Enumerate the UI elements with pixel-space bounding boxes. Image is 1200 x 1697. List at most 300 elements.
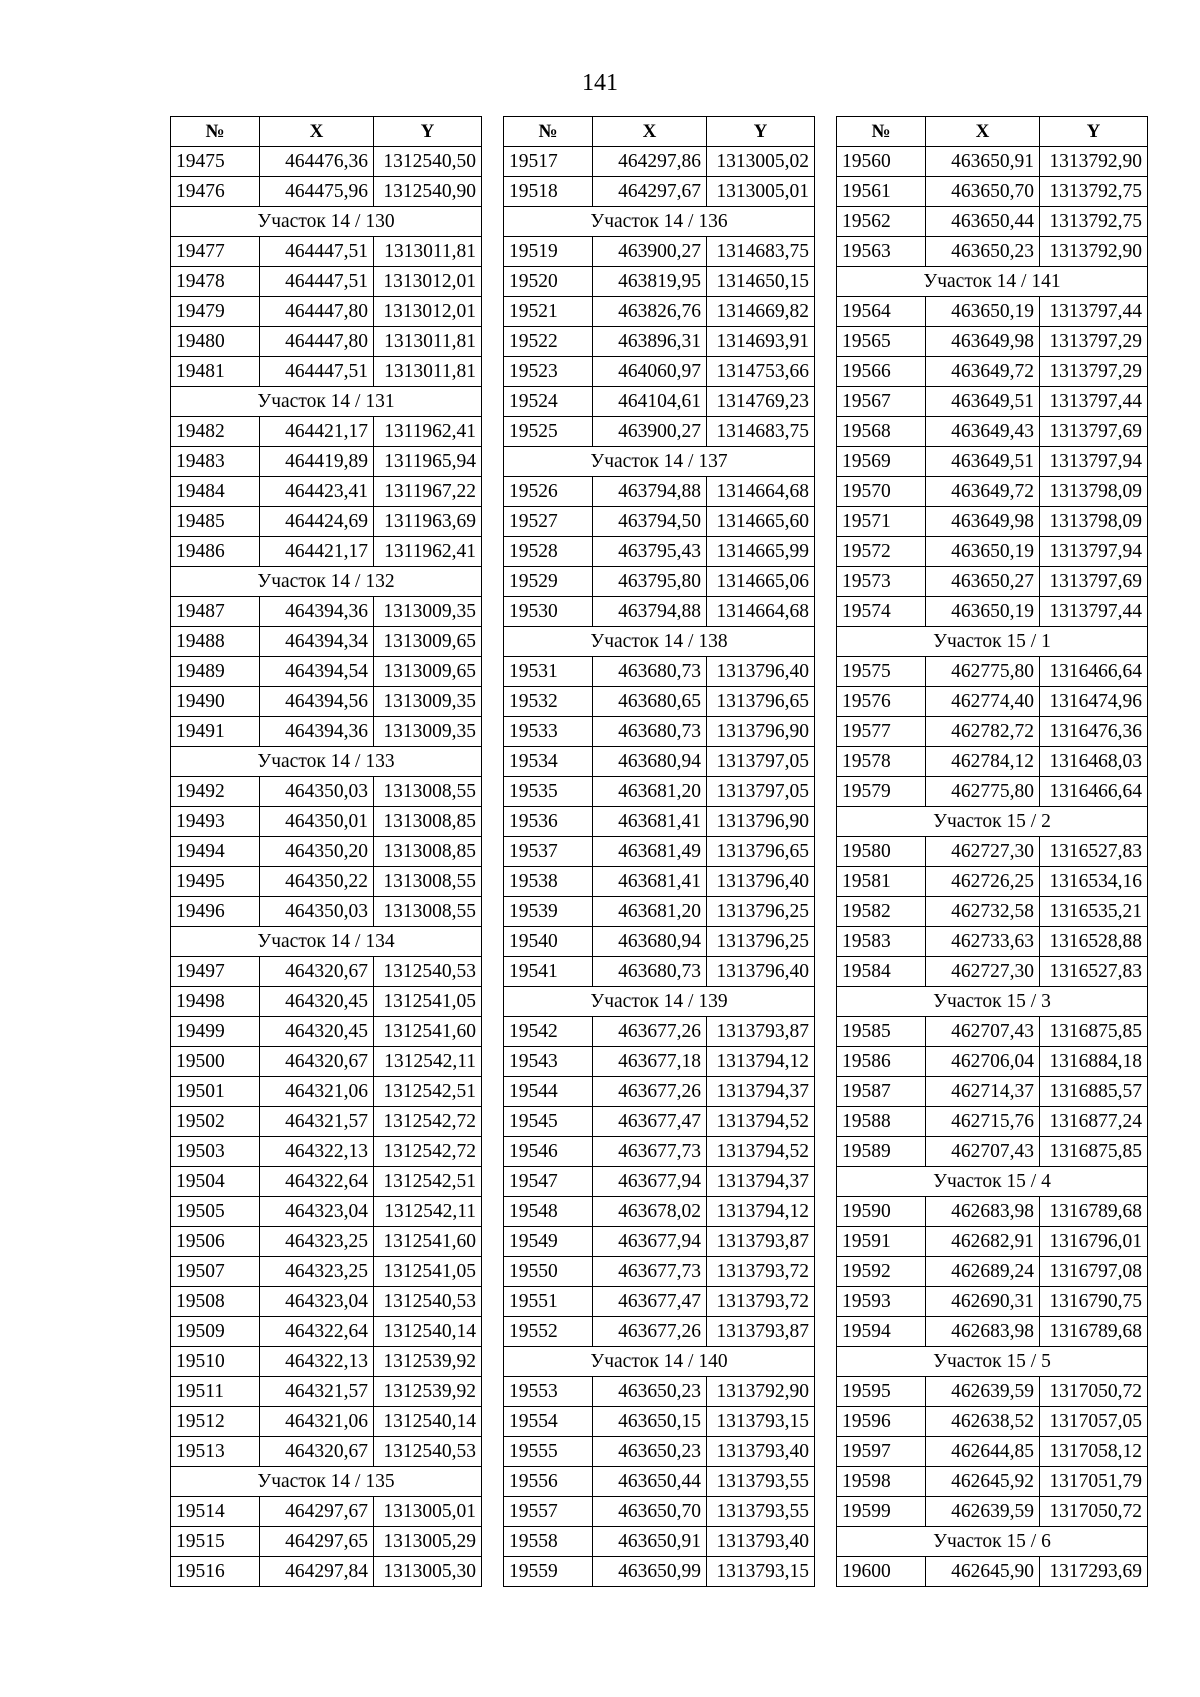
coord-y: 1312542,11 bbox=[374, 1197, 482, 1227]
table-row bbox=[504, 387, 815, 417]
coord-y: 1316466,64 bbox=[1040, 777, 1148, 807]
table-row bbox=[504, 867, 815, 897]
coord-y: 1313796,65 bbox=[707, 837, 815, 867]
table-row bbox=[837, 927, 1148, 957]
point-number: 19558 bbox=[504, 1527, 593, 1557]
point-number: 19499 bbox=[171, 1017, 260, 1047]
coord-x: 462645,92 bbox=[926, 1467, 1040, 1497]
point-number: 19561 bbox=[837, 177, 926, 207]
coord-y: 1313793,72 bbox=[707, 1287, 815, 1317]
coord-x: 463794,88 bbox=[593, 597, 707, 627]
section-row bbox=[504, 1347, 815, 1377]
coord-x: 464320,45 bbox=[260, 1017, 374, 1047]
table-row bbox=[837, 1557, 1148, 1587]
table-row bbox=[504, 597, 815, 627]
point-number: 19504 bbox=[171, 1167, 260, 1197]
coord-y: 1313796,40 bbox=[707, 657, 815, 687]
section-row bbox=[837, 627, 1148, 657]
point-number: 19567 bbox=[837, 387, 926, 417]
table-row bbox=[504, 1137, 815, 1167]
point-number: 19570 bbox=[837, 477, 926, 507]
section-row bbox=[171, 927, 482, 957]
point-number: 19569 bbox=[837, 447, 926, 477]
table-row bbox=[504, 327, 815, 357]
point-number: 19593 bbox=[837, 1287, 926, 1317]
coord-x: 463680,73 bbox=[593, 717, 707, 747]
coord-y: 1317051,79 bbox=[1040, 1467, 1148, 1497]
coord-x: 464350,03 bbox=[260, 777, 374, 807]
table-row bbox=[504, 1407, 815, 1437]
coord-y: 1313794,12 bbox=[707, 1197, 815, 1227]
coord-x: 464350,03 bbox=[260, 897, 374, 927]
coord-y: 1313793,40 bbox=[707, 1527, 815, 1557]
section-title: Участок 15 / 4 bbox=[837, 1167, 1148, 1197]
table-header-row bbox=[171, 117, 482, 147]
coord-x: 464447,51 bbox=[260, 357, 374, 387]
point-number: 19511 bbox=[171, 1377, 260, 1407]
coord-y: 1317293,69 bbox=[1040, 1557, 1148, 1587]
point-number: 19553 bbox=[504, 1377, 593, 1407]
table-row bbox=[171, 1527, 482, 1557]
coord-y: 1312540,53 bbox=[374, 1437, 482, 1467]
point-number: 19542 bbox=[504, 1017, 593, 1047]
table-row bbox=[171, 1137, 482, 1167]
section-row bbox=[504, 987, 815, 1017]
coord-y: 1313794,37 bbox=[707, 1167, 815, 1197]
coord-x: 464447,51 bbox=[260, 237, 374, 267]
point-number: 19594 bbox=[837, 1317, 926, 1347]
coord-x: 464323,25 bbox=[260, 1257, 374, 1287]
coord-x: 464322,13 bbox=[260, 1137, 374, 1167]
coord-y: 1314664,68 bbox=[707, 477, 815, 507]
section-row bbox=[837, 1167, 1148, 1197]
table-row bbox=[504, 1527, 815, 1557]
table-row bbox=[837, 1017, 1148, 1047]
coord-y: 1313005,01 bbox=[707, 177, 815, 207]
section-title: Участок 14 / 131 bbox=[171, 387, 482, 417]
table-row bbox=[504, 537, 815, 567]
coord-x: 463681,41 bbox=[593, 807, 707, 837]
coord-y: 1316790,75 bbox=[1040, 1287, 1148, 1317]
point-number: 19534 bbox=[504, 747, 593, 777]
coord-y: 1313011,81 bbox=[374, 327, 482, 357]
table-row bbox=[171, 1287, 482, 1317]
table-row bbox=[504, 807, 815, 837]
coord-x: 464321,57 bbox=[260, 1107, 374, 1137]
coord-y: 1313009,35 bbox=[374, 687, 482, 717]
coord-x: 463677,47 bbox=[593, 1107, 707, 1137]
section-title: Участок 14 / 133 bbox=[171, 747, 482, 777]
table-row bbox=[171, 1047, 482, 1077]
coord-x: 462714,37 bbox=[926, 1077, 1040, 1107]
table-row bbox=[504, 1437, 815, 1467]
coord-y: 1313793,87 bbox=[707, 1317, 815, 1347]
coord-x: 463649,98 bbox=[926, 507, 1040, 537]
point-number: 19543 bbox=[504, 1047, 593, 1077]
point-number: 19597 bbox=[837, 1437, 926, 1467]
section-row bbox=[171, 747, 482, 777]
coord-y: 1313792,75 bbox=[1040, 177, 1148, 207]
section-row bbox=[837, 987, 1148, 1017]
point-number: 19545 bbox=[504, 1107, 593, 1137]
section-title: Участок 14 / 130 bbox=[171, 207, 482, 237]
table-row bbox=[171, 267, 482, 297]
coord-x: 464394,36 bbox=[260, 597, 374, 627]
coord-x: 463650,23 bbox=[593, 1377, 707, 1407]
coord-x: 462715,76 bbox=[926, 1107, 1040, 1137]
coord-y: 1314665,60 bbox=[707, 507, 815, 537]
point-number: 19532 bbox=[504, 687, 593, 717]
section-title: Участок 14 / 139 bbox=[504, 987, 815, 1017]
point-number: 19573 bbox=[837, 567, 926, 597]
table-row bbox=[171, 657, 482, 687]
coord-x: 462690,31 bbox=[926, 1287, 1040, 1317]
coord-y: 1313796,25 bbox=[707, 927, 815, 957]
table-row bbox=[171, 1407, 482, 1437]
table-row bbox=[504, 717, 815, 747]
coord-y: 1313792,90 bbox=[1040, 237, 1148, 267]
point-number: 19572 bbox=[837, 537, 926, 567]
point-number: 19526 bbox=[504, 477, 593, 507]
coord-y: 1312541,60 bbox=[374, 1227, 482, 1257]
point-number: 19501 bbox=[171, 1077, 260, 1107]
point-number: 19531 bbox=[504, 657, 593, 687]
point-number: 19483 bbox=[171, 447, 260, 477]
table-row bbox=[837, 207, 1148, 237]
point-number: 19492 bbox=[171, 777, 260, 807]
point-number: 19529 bbox=[504, 567, 593, 597]
table-row bbox=[504, 897, 815, 927]
table-row bbox=[171, 417, 482, 447]
coord-y: 1317050,72 bbox=[1040, 1497, 1148, 1527]
table-row bbox=[837, 447, 1148, 477]
coord-x: 462775,80 bbox=[926, 657, 1040, 687]
coord-y: 1314753,66 bbox=[707, 357, 815, 387]
coord-y: 1311962,41 bbox=[374, 417, 482, 447]
point-number: 19582 bbox=[837, 897, 926, 927]
table-row bbox=[171, 1167, 482, 1197]
coord-x: 463649,51 bbox=[926, 447, 1040, 477]
coord-x: 463650,27 bbox=[926, 567, 1040, 597]
table-row bbox=[171, 1197, 482, 1227]
table-row bbox=[171, 147, 482, 177]
coord-x: 463678,02 bbox=[593, 1197, 707, 1227]
point-number: 19496 bbox=[171, 897, 260, 927]
coord-y: 1313797,69 bbox=[1040, 567, 1148, 597]
coord-y: 1312541,60 bbox=[374, 1017, 482, 1047]
coord-x: 462639,59 bbox=[926, 1377, 1040, 1407]
point-number: 19568 bbox=[837, 417, 926, 447]
point-number: 19556 bbox=[504, 1467, 593, 1497]
coord-x: 463680,73 bbox=[593, 657, 707, 687]
point-number: 19497 bbox=[171, 957, 260, 987]
coord-y: 1313794,12 bbox=[707, 1047, 815, 1077]
coord-x: 462683,98 bbox=[926, 1197, 1040, 1227]
coord-x: 463677,26 bbox=[593, 1017, 707, 1047]
coord-x: 463650,23 bbox=[593, 1437, 707, 1467]
coord-x: 462645,90 bbox=[926, 1557, 1040, 1587]
coord-x: 463794,88 bbox=[593, 477, 707, 507]
table-row bbox=[171, 297, 482, 327]
point-number: 19592 bbox=[837, 1257, 926, 1287]
page-number: 141 bbox=[582, 70, 618, 96]
table-row bbox=[171, 1347, 482, 1377]
coord-y: 1317057,05 bbox=[1040, 1407, 1148, 1437]
coord-y: 1317058,12 bbox=[1040, 1437, 1148, 1467]
point-number: 19524 bbox=[504, 387, 593, 417]
coord-x: 464447,51 bbox=[260, 267, 374, 297]
coord-x: 464423,41 bbox=[260, 477, 374, 507]
coord-x: 463896,31 bbox=[593, 327, 707, 357]
coord-y: 1312540,50 bbox=[374, 147, 482, 177]
coord-x: 464447,80 bbox=[260, 297, 374, 327]
coord-x: 463650,23 bbox=[926, 237, 1040, 267]
table-row bbox=[837, 327, 1148, 357]
coord-y: 1316877,24 bbox=[1040, 1107, 1148, 1137]
coord-x: 464321,57 bbox=[260, 1377, 374, 1407]
point-number: 19589 bbox=[837, 1137, 926, 1167]
point-number: 19489 bbox=[171, 657, 260, 687]
table-row bbox=[837, 1497, 1148, 1527]
coord-x: 464421,17 bbox=[260, 537, 374, 567]
coord-y: 1313793,55 bbox=[707, 1467, 815, 1497]
table-row bbox=[837, 717, 1148, 747]
point-number: 19513 bbox=[171, 1437, 260, 1467]
coord-y: 1313005,02 bbox=[707, 147, 815, 177]
point-number: 19487 bbox=[171, 597, 260, 627]
coord-x: 463900,27 bbox=[593, 417, 707, 447]
table-row bbox=[504, 177, 815, 207]
point-number: 19485 bbox=[171, 507, 260, 537]
point-number: 19577 bbox=[837, 717, 926, 747]
coord-x: 464476,36 bbox=[260, 147, 374, 177]
coord-x: 462782,72 bbox=[926, 717, 1040, 747]
coord-x: 463680,94 bbox=[593, 927, 707, 957]
coord-x: 463677,73 bbox=[593, 1257, 707, 1287]
header-x: X bbox=[593, 117, 707, 147]
coord-y: 1312540,14 bbox=[374, 1317, 482, 1347]
coord-y: 1314669,82 bbox=[707, 297, 815, 327]
point-number: 19475 bbox=[171, 147, 260, 177]
coord-x: 464320,67 bbox=[260, 1047, 374, 1077]
point-number: 19600 bbox=[837, 1557, 926, 1587]
coordinates-table-1 bbox=[170, 116, 482, 1587]
coord-x: 463680,94 bbox=[593, 747, 707, 777]
table-row bbox=[504, 1077, 815, 1107]
table-row bbox=[837, 657, 1148, 687]
coord-y: 1311965,94 bbox=[374, 447, 482, 477]
coord-x: 463649,51 bbox=[926, 387, 1040, 417]
coord-y: 1316796,01 bbox=[1040, 1227, 1148, 1257]
point-number: 19581 bbox=[837, 867, 926, 897]
section-title: Участок 14 / 134 bbox=[171, 927, 482, 957]
coord-x: 463794,50 bbox=[593, 507, 707, 537]
coord-x: 462682,91 bbox=[926, 1227, 1040, 1257]
table-row bbox=[171, 357, 482, 387]
coord-x: 463681,20 bbox=[593, 777, 707, 807]
point-number: 19525 bbox=[504, 417, 593, 447]
coord-y: 1313009,35 bbox=[374, 717, 482, 747]
coord-x: 463681,49 bbox=[593, 837, 707, 867]
coord-x: 463650,19 bbox=[926, 597, 1040, 627]
coord-y: 1313793,15 bbox=[707, 1557, 815, 1587]
coord-x: 464350,20 bbox=[260, 837, 374, 867]
coord-y: 1314650,15 bbox=[707, 267, 815, 297]
table-row bbox=[171, 237, 482, 267]
coord-x: 463677,26 bbox=[593, 1317, 707, 1347]
point-number: 19491 bbox=[171, 717, 260, 747]
table-row bbox=[837, 1467, 1148, 1497]
coord-x: 464394,54 bbox=[260, 657, 374, 687]
coord-y: 1313797,94 bbox=[1040, 447, 1148, 477]
point-number: 19523 bbox=[504, 357, 593, 387]
coord-y: 1314683,75 bbox=[707, 237, 815, 267]
table-row bbox=[504, 687, 815, 717]
point-number: 19494 bbox=[171, 837, 260, 867]
table-row bbox=[171, 627, 482, 657]
coord-y: 1313793,40 bbox=[707, 1437, 815, 1467]
table-row bbox=[837, 237, 1148, 267]
coord-y: 1313792,75 bbox=[1040, 207, 1148, 237]
point-number: 19595 bbox=[837, 1377, 926, 1407]
coord-x: 463900,27 bbox=[593, 237, 707, 267]
coord-x: 463677,94 bbox=[593, 1227, 707, 1257]
table-row bbox=[504, 657, 815, 687]
coord-x: 464394,34 bbox=[260, 627, 374, 657]
coord-x: 464323,04 bbox=[260, 1287, 374, 1317]
table-row bbox=[837, 1377, 1148, 1407]
coord-y: 1316884,18 bbox=[1040, 1047, 1148, 1077]
coord-y: 1313008,55 bbox=[374, 777, 482, 807]
point-number: 19562 bbox=[837, 207, 926, 237]
table-row bbox=[171, 807, 482, 837]
coord-y: 1313797,69 bbox=[1040, 417, 1148, 447]
coord-y: 1313796,90 bbox=[707, 717, 815, 747]
table-row bbox=[504, 1377, 815, 1407]
coord-x: 464322,13 bbox=[260, 1347, 374, 1377]
table-row bbox=[171, 477, 482, 507]
table-header-row bbox=[504, 117, 815, 147]
table-row bbox=[171, 837, 482, 867]
coord-y: 1313009,35 bbox=[374, 597, 482, 627]
point-number: 19536 bbox=[504, 807, 593, 837]
point-number: 19509 bbox=[171, 1317, 260, 1347]
table-row bbox=[837, 357, 1148, 387]
table-row bbox=[837, 1437, 1148, 1467]
coord-y: 1313009,65 bbox=[374, 627, 482, 657]
table-row bbox=[171, 1317, 482, 1347]
point-number: 19554 bbox=[504, 1407, 593, 1437]
coord-y: 1313797,44 bbox=[1040, 297, 1148, 327]
coord-x: 464447,80 bbox=[260, 327, 374, 357]
coord-y: 1316534,16 bbox=[1040, 867, 1148, 897]
point-number: 19549 bbox=[504, 1227, 593, 1257]
point-number: 19502 bbox=[171, 1107, 260, 1137]
table-row bbox=[837, 147, 1148, 177]
coord-x: 462784,12 bbox=[926, 747, 1040, 777]
coord-y: 1313794,37 bbox=[707, 1077, 815, 1107]
header-number: № bbox=[504, 117, 593, 147]
point-number: 19580 bbox=[837, 837, 926, 867]
point-number: 19518 bbox=[504, 177, 593, 207]
coord-x: 464104,61 bbox=[593, 387, 707, 417]
table-row bbox=[504, 747, 815, 777]
table-row bbox=[504, 1467, 815, 1497]
coord-x: 463650,99 bbox=[593, 1557, 707, 1587]
coord-x: 464297,84 bbox=[260, 1557, 374, 1587]
coord-x: 464320,45 bbox=[260, 987, 374, 1017]
coord-y: 1314683,75 bbox=[707, 417, 815, 447]
coord-y: 1316789,68 bbox=[1040, 1317, 1148, 1347]
coord-x: 463680,73 bbox=[593, 957, 707, 987]
table-row bbox=[837, 567, 1148, 597]
table-row bbox=[171, 1017, 482, 1047]
table-row bbox=[837, 1047, 1148, 1077]
coord-y: 1313794,52 bbox=[707, 1137, 815, 1167]
table-row bbox=[837, 1227, 1148, 1257]
section-row bbox=[504, 627, 815, 657]
table-row bbox=[171, 177, 482, 207]
coord-y: 1317050,72 bbox=[1040, 1377, 1148, 1407]
coord-y: 1313009,65 bbox=[374, 657, 482, 687]
table-row bbox=[504, 1107, 815, 1137]
coord-x: 464060,97 bbox=[593, 357, 707, 387]
coord-y: 1311967,22 bbox=[374, 477, 482, 507]
coord-y: 1313008,85 bbox=[374, 837, 482, 867]
coord-y: 1312539,92 bbox=[374, 1377, 482, 1407]
coord-x: 463826,76 bbox=[593, 297, 707, 327]
coord-x: 463677,18 bbox=[593, 1047, 707, 1077]
coord-y: 1313797,29 bbox=[1040, 327, 1148, 357]
section-title: Участок 15 / 6 bbox=[837, 1527, 1148, 1557]
table-row bbox=[504, 507, 815, 537]
table-row bbox=[504, 1257, 815, 1287]
table-row bbox=[837, 417, 1148, 447]
point-number: 19566 bbox=[837, 357, 926, 387]
coord-y: 1316789,68 bbox=[1040, 1197, 1148, 1227]
table-row bbox=[837, 957, 1148, 987]
point-number: 19522 bbox=[504, 327, 593, 357]
coord-y: 1316527,83 bbox=[1040, 837, 1148, 867]
table-row bbox=[504, 927, 815, 957]
point-number: 19498 bbox=[171, 987, 260, 1017]
table-row bbox=[837, 387, 1148, 417]
point-number: 19565 bbox=[837, 327, 926, 357]
coord-y: 1314769,23 bbox=[707, 387, 815, 417]
coord-y: 1313797,05 bbox=[707, 747, 815, 777]
point-number: 19510 bbox=[171, 1347, 260, 1377]
coord-x: 462775,80 bbox=[926, 777, 1040, 807]
coord-y: 1312542,51 bbox=[374, 1167, 482, 1197]
point-number: 19575 bbox=[837, 657, 926, 687]
point-number: 19583 bbox=[837, 927, 926, 957]
section-row bbox=[171, 1467, 482, 1497]
table-row bbox=[504, 1497, 815, 1527]
header-y: Y bbox=[707, 117, 815, 147]
point-number: 19503 bbox=[171, 1137, 260, 1167]
point-number: 19484 bbox=[171, 477, 260, 507]
coord-y: 1313792,90 bbox=[1040, 147, 1148, 177]
point-number: 19527 bbox=[504, 507, 593, 537]
table-row bbox=[171, 987, 482, 1017]
header-x: X bbox=[260, 117, 374, 147]
coord-y: 1316528,88 bbox=[1040, 927, 1148, 957]
coord-y: 1312540,90 bbox=[374, 177, 482, 207]
coord-x: 463650,91 bbox=[593, 1527, 707, 1557]
coord-x: 462683,98 bbox=[926, 1317, 1040, 1347]
coord-y: 1313796,65 bbox=[707, 687, 815, 717]
coord-y: 1316468,03 bbox=[1040, 747, 1148, 777]
